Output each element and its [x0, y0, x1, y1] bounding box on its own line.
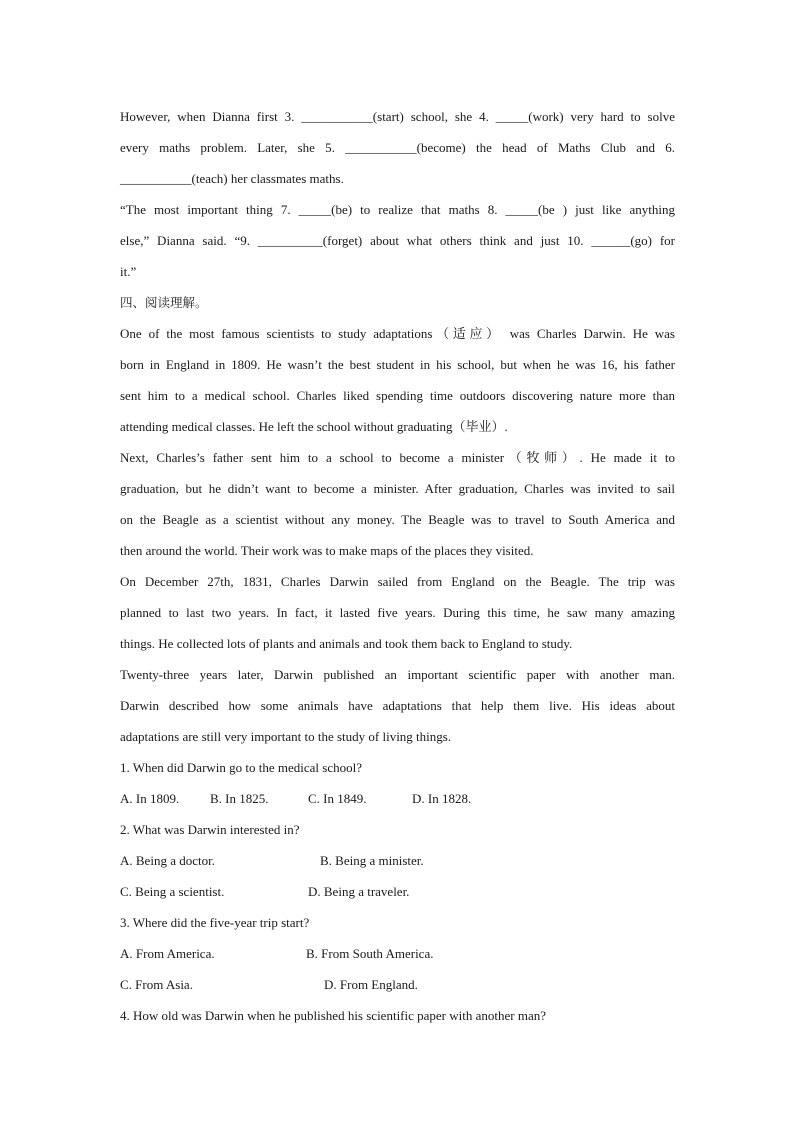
- question-2: 2. What was Darwin interested in?: [120, 822, 300, 837]
- fill-in-line-3: ___________(teach) her classmates maths.: [120, 171, 344, 186]
- option-1b: B. In 1825.: [210, 791, 269, 806]
- passage-line-10: planned to last two years. In fact, it lasted five years. During this time, he saw many amazing: [120, 605, 675, 620]
- passage-line-8: then around the world. Their work was to make maps of the places they visited.: [120, 543, 534, 558]
- question-2-options-cd: [120, 876, 675, 907]
- passage-line-12: Twenty-three years later, Darwin published an important scientific paper with another man.: [120, 667, 675, 682]
- fill-in-line-2: every maths problem. Later, she 5. ___________(become) the head of Maths Club and 6.: [120, 140, 675, 155]
- passage-line-1: One of the most famous scientists to study adaptations（适应） was Charles Darwin. He was: [120, 326, 675, 341]
- question-3-options-cd: [120, 969, 675, 1000]
- document-content: [120, 101, 675, 1031]
- passage-line-3: sent him to a medical school. Charles liked spending time outdoors discovering nature more than: [120, 388, 675, 403]
- questions: [120, 752, 675, 1031]
- option-2d: D. Being a traveler.: [308, 884, 410, 899]
- fill-in-line-4: “The most important thing 7. _____(be) to realize that maths 8. _____(be ) just like anything: [120, 202, 675, 217]
- passage-line-14: adaptations are still very important to the study of living things.: [120, 729, 452, 744]
- option-2b: B. Being a minister.: [320, 853, 424, 868]
- option-1c: C. In 1849.: [308, 791, 367, 806]
- option-3c: C. From Asia.: [120, 977, 193, 992]
- question-3-options-ab: [120, 938, 675, 969]
- option-3b: B. From South America.: [306, 946, 434, 961]
- option-3a: A. From America.: [120, 946, 215, 961]
- fill-in-line-6: it.”: [120, 264, 137, 279]
- option-3d: D. From England.: [324, 977, 418, 992]
- question-4: 4. How old was Darwin when he published his scientific paper with another man?: [120, 1008, 547, 1023]
- passage-line-5: Next, Charles’s father sent him to a school to become a minister（牧师）. He made it to: [120, 450, 675, 465]
- passage-line-7: on the Beagle as a scientist without any money. The Beagle was to travel to South America and: [120, 512, 675, 527]
- passage-line-2: born in England in 1809. He wasn’t the best student in his school, but when he was 16, his father: [120, 357, 675, 372]
- passage-line-6: graduation, but he didn’t want to become a minister. After graduation, Charles was invited to sail: [120, 481, 675, 496]
- passage-line-11: things. He collected lots of plants and animals and took them back to England to study.: [120, 636, 573, 651]
- question-1-options: [120, 783, 675, 814]
- option-1d: D. In 1828.: [412, 791, 472, 806]
- question-2-options-ab: [120, 845, 675, 876]
- fill-in-section: [120, 101, 675, 287]
- passage-line-4: attending medical classes. He left the school without graduating（毕业）.: [120, 419, 508, 434]
- option-1a: A. In 1809.: [120, 791, 180, 806]
- question-1: 1. When did Darwin go to the medical school?: [120, 760, 363, 775]
- fill-in-line-5: else,” Dianna said. “9. __________(forget) about what others think and just 10. ______(go) for: [120, 233, 675, 248]
- section-heading: 四、阅读理解。: [120, 295, 208, 310]
- reading-passage: [120, 318, 675, 752]
- passage-line-13: Darwin described how some animals have adaptations that help them live. His ideas about: [120, 698, 675, 713]
- option-2c: C. Being a scientist.: [120, 884, 225, 899]
- option-2a: A. Being a doctor.: [120, 853, 215, 868]
- fill-in-line-1: However, when Dianna first 3. ___________(start) school, she 4. _____(work) very hard to solve: [120, 109, 675, 124]
- passage-line-9: On December 27th, 1831, Charles Darwin sailed from England on the Beagle. The trip was: [120, 574, 675, 589]
- question-3: 3. Where did the five-year trip start?: [120, 915, 310, 930]
